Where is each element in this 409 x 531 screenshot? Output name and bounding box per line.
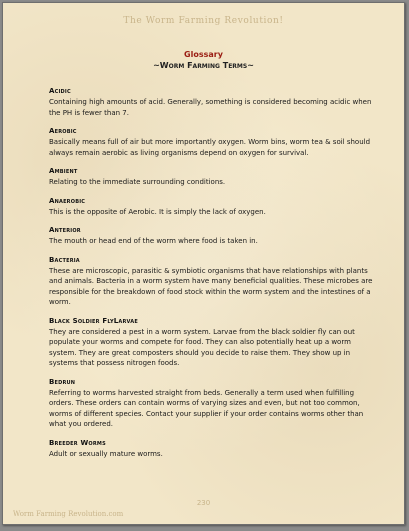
footer-site: Worm Farming Revolution.com — [13, 510, 124, 518]
entry-definition: Basically means full of air but more importantly oxygen. Worm bins, worm tea & soil should always remain aerobic as living organisms depend on oxygen for survival. — [49, 138, 371, 157]
entry-term: Ambient — [49, 167, 78, 175]
entry-term: Aerobic — [49, 127, 77, 135]
glossary-entry — [49, 316, 379, 369]
entry-term: Anterior — [49, 226, 81, 234]
entry-term: Anaerobic — [49, 196, 86, 205]
entry-definition: This is the opposite of Aerobic. It is simply the lack of oxygen. — [49, 207, 266, 216]
glossary-entry — [49, 255, 379, 308]
entry-definition: These are microscopic, parasitic & symbiotic organisms that have relationships with plants and animals. Bacteria in a worm system have many beneficial qualities. These microbes are responsible for the breakdown of food stock within the worm system and the intestines of a worm. — [49, 266, 373, 306]
entry-definition: Referring to worms harvested straight from beds. Generally a term used when fulfilling orders. These orders can contain worms of varying sizes and even, but not too common, worms of different species. Contact your supplier if your order contains worms other than what you ordered. — [49, 388, 364, 428]
entry-definition: Containing high amounts of acid. Generally, something is considered becoming acidic when the PH is fewer than 7. — [49, 98, 372, 117]
entry-term: Black Soldier FlyLarvae — [49, 316, 138, 325]
glossary-entry — [49, 166, 379, 188]
glossary-title: Glossary — [184, 50, 223, 59]
glossary-entries — [49, 86, 379, 467]
entry-definition: Relating to the immediate surrounding conditions. — [49, 178, 226, 186]
entry-definition: The mouth or head end of the worm where food is taken in. — [49, 237, 258, 245]
entry-term: Bedrun — [49, 377, 76, 386]
header-title: The Worm Farming Revolution! — [123, 16, 284, 26]
glossary-subtitle: ~Worm Farming Terms~ — [153, 61, 254, 70]
glossary-entry — [49, 438, 379, 460]
entry-term: Acidic — [49, 87, 71, 95]
entry-definition: Adult or sexually mature worms. — [49, 449, 163, 458]
glossary-entry — [49, 377, 379, 430]
glossary-entry — [49, 126, 379, 158]
document-page — [2, 2, 405, 525]
glossary-entry — [49, 86, 379, 118]
glossary-entry — [49, 196, 379, 218]
page-number: 230 — [196, 499, 211, 507]
glossary-entry — [49, 225, 379, 247]
entry-term: Breeder Worms — [49, 438, 106, 447]
entry-term: Bacteria — [49, 255, 80, 264]
entry-definition: They are considered a pest in a worm system. Larvae from the black soldier fly can out populate your worms and compete for food. They can also potentially heat up a worm system. They are great composters should you decide to raise them. They show up in systems that possess nitrogen foods. — [49, 327, 355, 367]
